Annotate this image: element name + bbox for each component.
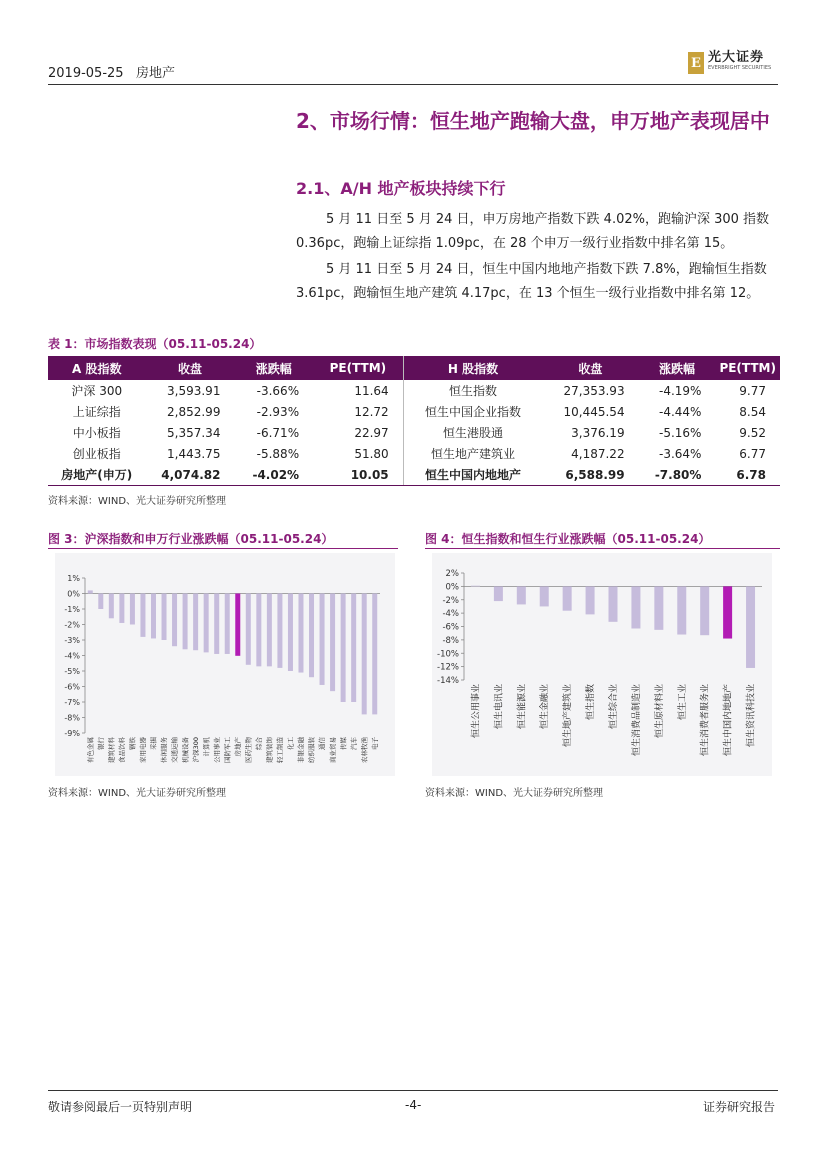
y-tick-label: -8% xyxy=(64,713,80,723)
table-cell: 创业板指 xyxy=(72,447,121,461)
y-tick-label: -14% xyxy=(437,676,459,686)
table-cell: -7.80% xyxy=(639,464,716,486)
table-cell: 恒生中国企业指数 xyxy=(424,405,521,419)
x-tick-label: 纺织服装 xyxy=(307,737,316,763)
bar-休闲服务 xyxy=(162,594,167,641)
table-header-cell: 涨跌幅 xyxy=(639,356,716,380)
fig3-chart xyxy=(55,553,395,776)
y-tick-label: 2% xyxy=(445,569,459,579)
bar-商业贸易 xyxy=(330,594,335,692)
x-tick-label: 非银金融 xyxy=(297,737,306,763)
y-tick-label: -5% xyxy=(64,667,80,676)
bar-恒生消费品制造业 xyxy=(631,586,640,628)
market-index-table xyxy=(48,356,780,486)
bar-有色金属 xyxy=(88,590,93,593)
table-cell: 6.77 xyxy=(739,446,766,461)
table-cell: 22.97 xyxy=(313,422,403,443)
section-subtitle: 2.1、A/H 地产板块持续下行 xyxy=(296,179,506,198)
x-tick-label: 机械设备 xyxy=(181,737,190,763)
table-cell: 11.64 xyxy=(313,380,403,401)
bar-恒生综合业 xyxy=(609,586,618,621)
table-cell: -4.19% xyxy=(658,383,702,398)
table-header-cell: A 股指数 xyxy=(48,356,146,380)
x-tick-label: 恒生资讯科技业 xyxy=(746,684,757,748)
table-cell: 6.78 xyxy=(715,464,780,486)
table-header-cell: 收盘 xyxy=(542,356,638,380)
table-header-row xyxy=(48,356,780,380)
bar-农林牧渔 xyxy=(362,594,367,715)
bar-国防军工 xyxy=(225,594,230,654)
bar-通信 xyxy=(320,594,325,685)
table-cell: 沪深 300 xyxy=(71,384,123,398)
table-cell: -2.93% xyxy=(256,404,300,419)
table-cell: 27,353.93 xyxy=(563,383,625,398)
footer-report-type: 证券研究报告 xyxy=(703,1100,776,1114)
table-cell: 4,074.82 xyxy=(146,464,235,486)
bar-综合 xyxy=(256,594,261,667)
bar-银行 xyxy=(98,594,103,610)
table-cell: 5,357.34 xyxy=(167,425,221,440)
x-tick-label: 恒生地产建筑业 xyxy=(563,684,574,748)
table-cell: 3,593.91 xyxy=(167,383,221,398)
table-caption: 表 1：市场指数表现（05.11-05.24） xyxy=(48,337,262,351)
table-header-cell: PE(TTM) xyxy=(715,356,780,380)
paragraph-2: 5 月 11 日至 5 月 24 日，恒生中国内地地产指数下跌 7.8%，跑输恒生指数 3.61pc，跑输恒生地产建筑 4.17pc，在 13 个恒生一级行业指数中排名第 12。 xyxy=(296,262,767,301)
bar-房地产 xyxy=(235,594,240,656)
bar-非银金融 xyxy=(298,594,303,673)
bar-交通运输 xyxy=(172,594,177,647)
x-tick-label: 恒生金融业 xyxy=(540,684,551,730)
fig4-chart xyxy=(432,553,772,776)
bar-家用电器 xyxy=(140,594,145,637)
bar-汽车 xyxy=(351,594,356,703)
table-row xyxy=(48,380,780,401)
y-tick-label: 0% xyxy=(67,589,80,599)
x-tick-label: 房地产 xyxy=(233,737,242,757)
table-cell: -6.71% xyxy=(256,425,300,440)
table-cell: 恒生中国内地地产 xyxy=(403,464,542,486)
bar-沪深300 xyxy=(193,594,198,651)
bar-医药生物 xyxy=(246,594,251,665)
table-cell: 10,445.54 xyxy=(563,404,625,419)
y-tick-label: -4% xyxy=(64,651,80,661)
bar-钢铁 xyxy=(130,594,135,625)
x-tick-label: 银行 xyxy=(96,737,105,750)
y-tick-label: -10% xyxy=(437,649,459,660)
table-cell: 6,588.99 xyxy=(542,464,638,486)
bar-电子 xyxy=(372,594,377,715)
company-logo xyxy=(688,52,771,74)
bar-传媒 xyxy=(341,594,346,703)
fig3-chart-area xyxy=(55,553,395,776)
header-divider xyxy=(48,84,778,85)
y-tick-label: -2% xyxy=(64,620,80,630)
bar-建筑装饰 xyxy=(267,594,272,667)
logo-mark-icon: E xyxy=(688,52,704,74)
x-tick-label: 公用事业 xyxy=(212,737,221,763)
x-tick-label: 钢铁 xyxy=(128,737,137,750)
bar-食品饮料 xyxy=(119,594,124,623)
bar-恒生地产建筑业 xyxy=(563,586,572,610)
y-tick-label: -2% xyxy=(442,595,459,606)
bar-公用事业 xyxy=(214,594,219,654)
bar-采掘 xyxy=(151,594,156,639)
table-cell: 8.54 xyxy=(739,404,766,419)
table-cell: 12.72 xyxy=(313,401,403,422)
y-tick-label: 1% xyxy=(67,574,80,583)
bar-化工 xyxy=(288,594,293,672)
x-tick-label: 轻工制造 xyxy=(276,737,285,763)
bar-纺织服装 xyxy=(309,594,314,678)
table-cell: 恒生地产建筑业 xyxy=(430,447,515,461)
x-tick-label: 休闲服务 xyxy=(160,737,169,763)
bar-轻工制造 xyxy=(277,594,282,668)
x-tick-label: 传媒 xyxy=(339,737,348,750)
fig4-caption: 图 4：恒生指数和恒生行业涨跌幅（05.11-05.24） xyxy=(425,532,711,546)
table-cell: 9.77 xyxy=(739,383,766,398)
x-tick-label: 汽车 xyxy=(349,737,358,750)
logo-name-en: EVERBRIGHT SECURITIES xyxy=(708,65,772,71)
x-tick-label: 通信 xyxy=(318,737,327,750)
paragraph-1: 5 月 11 日至 5 月 24 日，申万房地产指数下跌 4.02%，跑输沪深 300 指数 0.36pc，跑输上证综指 1.09pc，在 28 个申万一级行业指数中排名第 15。 xyxy=(296,212,770,251)
x-tick-label: 恒生能源业 xyxy=(517,684,528,730)
table-header-cell: PE(TTM) xyxy=(313,356,403,380)
x-tick-label: 恒生公用事业 xyxy=(471,684,482,739)
x-tick-label: 农林牧渔 xyxy=(360,737,369,763)
table-cell: 1,443.75 xyxy=(167,446,221,461)
x-tick-label: 恒生综合业 xyxy=(609,684,619,730)
logo-name-cn: 光大证券 xyxy=(708,50,765,65)
table-source: 资料来源：WIND、光大证券研究所整理 xyxy=(48,496,227,507)
y-tick-label: -7% xyxy=(64,698,80,707)
y-tick-label: -12% xyxy=(437,662,459,673)
x-tick-label: 国防军工 xyxy=(223,737,232,763)
table-cell: 51.80 xyxy=(313,443,403,464)
bar-恒生电讯业 xyxy=(494,586,503,601)
bar-恒生原材料业 xyxy=(654,586,663,629)
table-row xyxy=(48,443,780,464)
x-tick-label: 食品饮料 xyxy=(118,737,127,763)
y-tick-label: -9% xyxy=(64,729,80,738)
x-tick-label: 医药生物 xyxy=(244,737,253,763)
table-cell: -5.16% xyxy=(658,425,702,440)
table-cell: 9.52 xyxy=(739,425,766,440)
table-cell: 房地产(申万) xyxy=(48,464,146,486)
x-tick-label: 计算机 xyxy=(202,737,211,757)
x-tick-label: 恒生消费者服务业 xyxy=(700,684,711,757)
table-cell: 恒生港股通 xyxy=(442,426,503,440)
table-cell: 4,187.22 xyxy=(571,446,625,461)
table-cell: -5.88% xyxy=(256,446,300,461)
x-tick-label: 家用电器 xyxy=(139,737,148,763)
table-row xyxy=(48,422,780,443)
table-cell: 10.05 xyxy=(313,464,403,486)
table-cell: -4.44% xyxy=(658,404,702,419)
bar-恒生消费者服务业 xyxy=(700,586,709,635)
table-cell: -3.64% xyxy=(658,446,702,461)
table-row xyxy=(48,464,780,486)
bar-计算机 xyxy=(204,594,209,653)
fig4-chart-area xyxy=(432,553,772,776)
footer-divider xyxy=(48,1090,778,1091)
x-tick-label: 交通运输 xyxy=(170,737,179,763)
report-date: 2019-05-25 xyxy=(48,66,124,81)
x-tick-label: 综合 xyxy=(255,737,264,750)
y-tick-label: -6% xyxy=(64,682,80,692)
y-tick-label: 0% xyxy=(445,582,459,593)
x-tick-label: 建筑材料 xyxy=(107,737,116,763)
bar-恒生公用事业 xyxy=(471,586,480,587)
x-tick-label: 恒生消费品制造业 xyxy=(631,684,642,757)
bar-恒生资讯科技业 xyxy=(746,586,755,668)
table-header-cell: 涨跌幅 xyxy=(234,356,313,380)
fig3-source: 资料来源：WIND、光大证券研究所整理 xyxy=(48,788,227,799)
x-tick-label: 恒生电讯业 xyxy=(494,684,505,730)
table-cell: -4.02% xyxy=(234,464,313,486)
x-tick-label: 有色金属 xyxy=(86,737,95,763)
y-tick-label: -3% xyxy=(64,636,80,645)
table-cell: 中小板指 xyxy=(72,426,121,440)
footer-disclaimer: 敬请参阅最后一页特别声明 xyxy=(48,1100,193,1114)
x-tick-label: 商业贸易 xyxy=(328,737,337,763)
fig3-caption-rule xyxy=(48,548,398,549)
y-tick-label: -6% xyxy=(442,622,459,633)
table-cell: 2,852.99 xyxy=(167,404,221,419)
x-tick-label: 恒生工业 xyxy=(677,684,688,721)
y-tick-label: -8% xyxy=(442,635,459,646)
bar-机械设备 xyxy=(183,594,188,650)
bar-恒生工业 xyxy=(677,586,686,634)
section-title: 2、市场行情：恒生地产跑输大盘，申万地产表现居中 xyxy=(296,109,770,133)
header-date-sector xyxy=(48,62,175,81)
bar-恒生能源业 xyxy=(517,586,526,604)
x-tick-label: 采掘 xyxy=(149,737,158,750)
x-tick-label: 电子 xyxy=(370,737,379,750)
x-tick-label: 化工 xyxy=(286,737,295,750)
x-tick-label: 恒生中国内地地产 xyxy=(723,684,734,757)
table-header-cell: H 股指数 xyxy=(403,356,542,380)
table-cell: -3.66% xyxy=(256,383,300,398)
bar-建筑材料 xyxy=(109,594,114,619)
y-tick-label: -4% xyxy=(442,609,459,620)
table-cell: 上证综指 xyxy=(72,405,121,419)
bar-恒生指数 xyxy=(586,586,595,614)
x-tick-label: 恒生原材料业 xyxy=(654,684,665,739)
bar-恒生金融业 xyxy=(540,586,549,606)
table-header-cell: 收盘 xyxy=(146,356,235,380)
x-tick-label: 恒生指数 xyxy=(586,684,597,721)
x-tick-label: 沪深300 xyxy=(191,737,200,763)
table-cell: 恒生指数 xyxy=(448,384,497,398)
fig4-caption-rule xyxy=(425,548,780,549)
footer-page-number: -4- xyxy=(405,1098,422,1112)
bar-恒生中国内地地产 xyxy=(723,586,732,638)
table-row xyxy=(48,401,780,422)
report-sector: 房地产 xyxy=(135,66,175,81)
table-cell: 3,376.19 xyxy=(571,425,625,440)
fig3-caption: 图 3：沪深指数和申万行业涨跌幅（05.11-05.24） xyxy=(48,532,334,546)
x-tick-label: 建筑装饰 xyxy=(265,737,274,763)
fig4-source: 资料来源：WIND、光大证券研究所整理 xyxy=(425,788,604,799)
y-tick-label: -1% xyxy=(64,605,80,614)
